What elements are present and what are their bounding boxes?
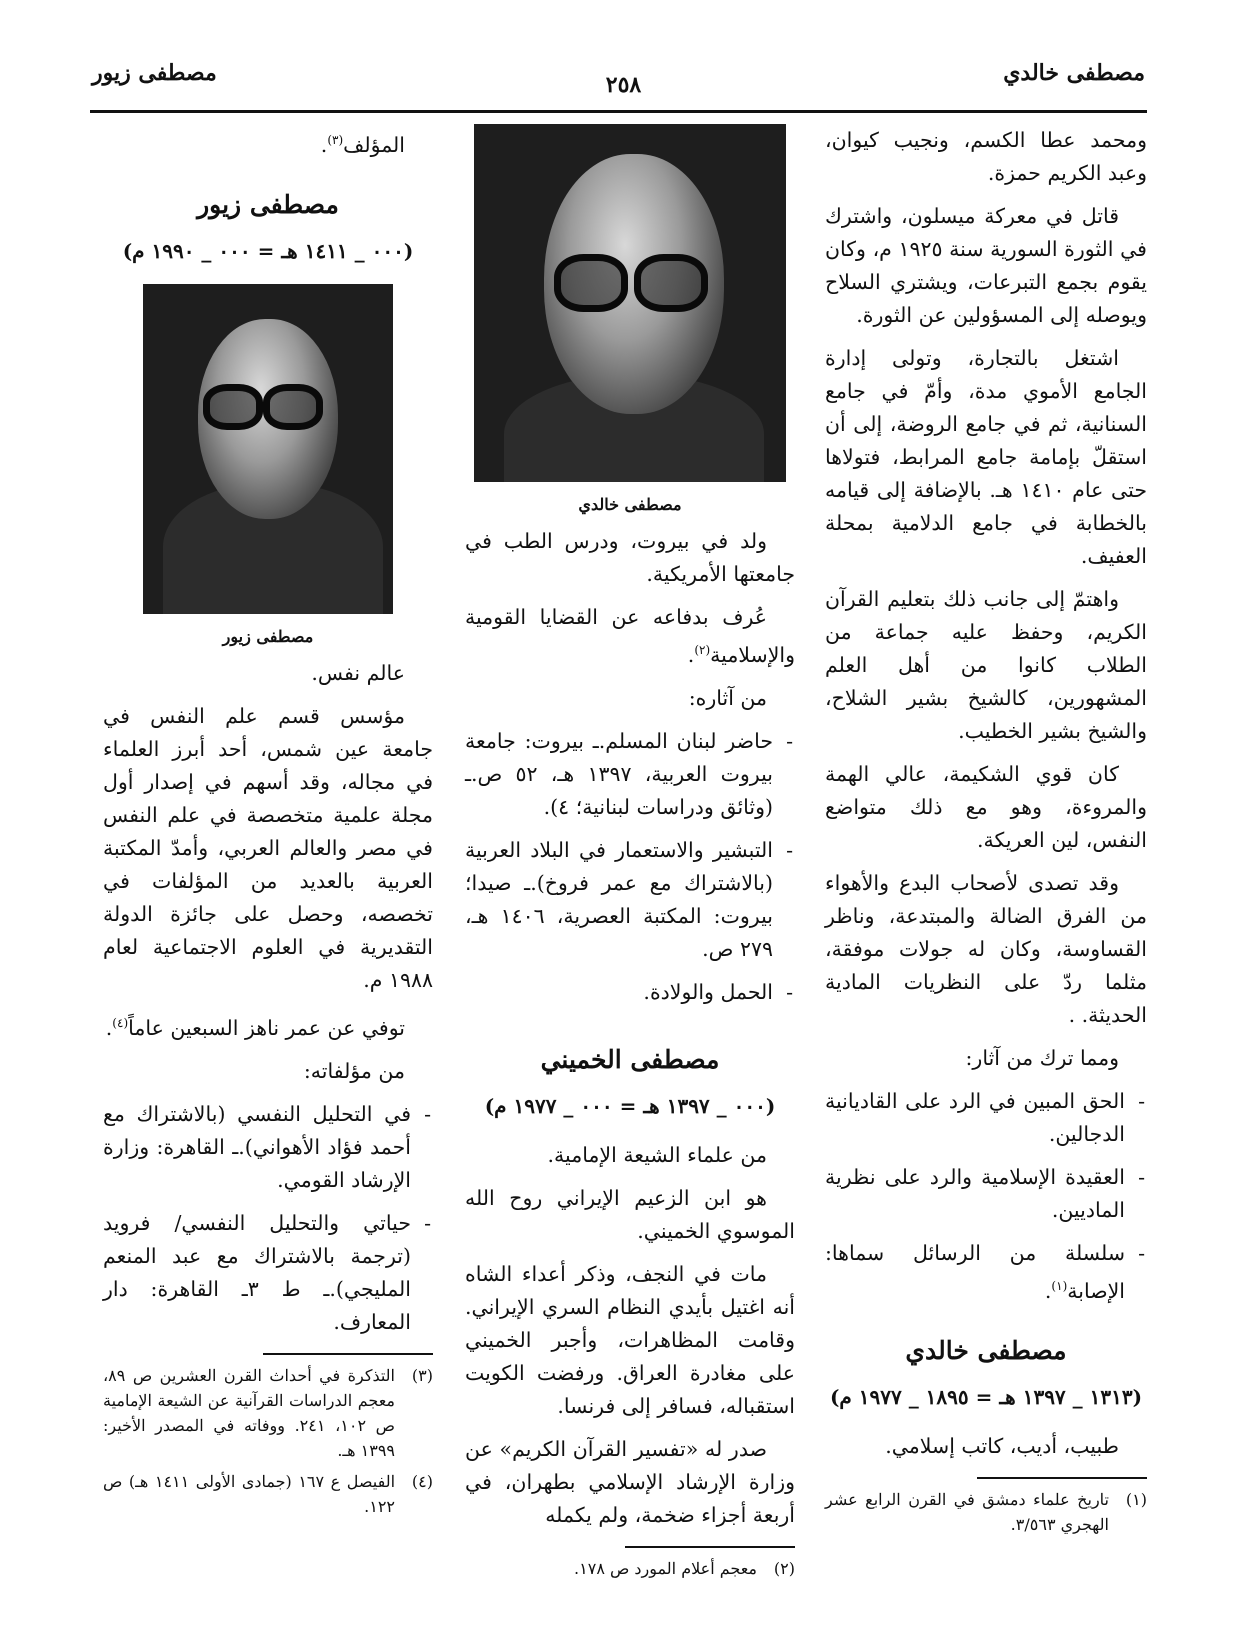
- paragraph-text: عُرف بدفاعه عن القضايا القومية والإسلامية: [465, 605, 795, 667]
- list-item: - الحق المبين في الرد على القاديانية الدجالين.: [825, 1085, 1147, 1151]
- paragraph: عالم نفس.: [311, 660, 405, 685]
- footnote-text: التذكرة في أحداث القرن العشرين ص ٨٩، معجم الدراسات القرآنية عن الشيعة الإمامية ص ١٠٢، ٢٤١. ووفاته في المصدر الأخير: ١٣٩٩ هـ.: [103, 1365, 396, 1460]
- glasses-lens: [634, 254, 708, 312]
- list-item: - حياتي والتحليل النفسي/ فرويد (ترجمة بالاشتراك مع عبد المنعم المليجي).ـ ط ٣ـ القاهرة: دار المعارف.: [103, 1207, 433, 1339]
- paragraph: من علماء الشيعة الإمامية.: [547, 1142, 767, 1167]
- paragraph-text: المؤلف: [343, 132, 405, 157]
- list-item: - التبشير والاستعمار في البلاد العربية (بالاشتراك مع عمر فروخ).ـ صيدا؛ بيروت: المكتبة العصرية، ١٤٠٦ هـ، ٢٧٩ ص.: [465, 834, 795, 966]
- footnote-number: (٢): [773, 1558, 795, 1578]
- paragraph: كان قوي الشكيمة، عالي الهمة والمروءة، وهو مع ذلك متواضع النفس، لين العريكة.: [825, 762, 1147, 852]
- glasses-lens: [203, 384, 263, 430]
- entry-title: مصطفى الخميني: [540, 1044, 720, 1074]
- list-item: - سلسلة من الرسائل سماها: الإصابة$^{(١)}$.: [825, 1237, 1147, 1308]
- footnote: [465, 1556, 795, 1581]
- paragraph: المؤلف$^{(٣)}$.: [320, 132, 405, 157]
- paragraph: واهتمّ إلى جانب ذلك بتعليم القرآن الكريم، وحفظ عليه جماعة من الطلاب كانوا من أهل العلم المشهورين، كالشيخ بشير الشلاح، والشيخ بشير الخطيب.: [825, 587, 1147, 743]
- column-right: [825, 124, 1147, 1543]
- list-item-text: سلسلة من الرسائل سماها: الإصابة: [825, 1241, 1125, 1303]
- paragraph: هو ابن الزعيم الإيراني روح الله الموسوي الخميني.: [465, 1185, 795, 1243]
- footnote-rule: [263, 1353, 433, 1355]
- list-item: - في التحليل النفسي (بالاشتراك مع أحمد فؤاد الأهواني).ـ القاهرة: وزارة الإرشاد القومي.: [103, 1098, 433, 1197]
- portrait-photo: [143, 284, 393, 614]
- paragraph: طبيب، أديب، كاتب إسلامي.: [885, 1433, 1119, 1458]
- footnote: [825, 1487, 1147, 1537]
- paragraph: قاتل في معركة ميسلون، واشترك في الثورة السورية سنة ١٩٢٥ م، وكان يقوم بجمع التبرعات، ويشتري السلاح ويوصله إلى المسؤولين عن الثورة.: [825, 204, 1147, 327]
- photo-caption: مصطفى زيور: [222, 626, 314, 646]
- entry-title: مصطفى زيور: [197, 189, 339, 219]
- works-intro: من مؤلفاته:: [303, 1058, 405, 1083]
- list-item: - الحمل والولادة.: [465, 976, 795, 1009]
- footnote-number: (٣): [411, 1365, 433, 1385]
- paragraph: توفي عن عمر ناهز السبعين عاماً$^{(٤)}$.: [105, 1015, 405, 1040]
- footnote-ref: (١): [1051, 1279, 1068, 1293]
- footnote-text: معجم أعلام المورد ص ١٧٨.: [574, 1558, 757, 1578]
- paragraph: ولد في بيروت، ودرس الطب في جامعتها الأمريكية.: [465, 529, 795, 586]
- running-header-left: مصطفى زيور: [92, 60, 217, 86]
- footnote: [103, 1363, 433, 1463]
- column-middle: [465, 124, 795, 1587]
- paragraph: وقد تصدى لأصحاب البدع والأهواء من الفرق الضالة والمبتدعة، وناظر القساوسة، وكان له جولات موفقة، مثلما ردّ على النظريات المادية الحديثة. .: [825, 871, 1147, 1027]
- entry-title: مصطفى خالدي: [905, 1335, 1067, 1365]
- footnote-ref: (٤): [112, 1015, 129, 1030]
- page-number: ٢٥٨: [605, 72, 642, 98]
- entry-dates: (١٣١٣ _ ١٣٩٧ هـ = ١٨٩٥ _ ١٩٧٧ م): [829, 1384, 1143, 1409]
- entry-dates: (٠٠٠ _ ١٣٩٧ هـ = ٠٠٠ _ ١٩٧٧ م): [484, 1093, 776, 1118]
- running-header-right: مصطفى خالدي: [1003, 60, 1145, 86]
- paragraph: مات في النجف، وذكر أعداء الشاه أنه اغتيل بأيدي النظام السري الإيراني. وقامت المظاهرات، وأجبر الخميني على مغادرة العراق. ورفضت الكويت استقباله، فسافر إلى فرنسا.: [465, 1261, 795, 1418]
- footnote-number: (١): [1125, 1489, 1147, 1509]
- footnote-ref: (٢): [694, 643, 711, 657]
- paragraph: صدر له «تفسير القرآن الكريم» عن وزارة الإرشاد الإسلامي بطهران، في أربعة أجزاء ضخمة، ولم يكمله: [465, 1436, 795, 1527]
- photo-caption: مصطفى خالدي: [578, 495, 682, 514]
- list-item: - حاضر لبنان المسلم.ـ بيروت: جامعة بيروت العربية، ١٣٩٧ هـ، ٥٢ ص.ـ (وثائق ودراسات لبنانية؛ ٤).: [465, 725, 795, 824]
- paragraph-text: توفي عن عمر ناهز السبعين عاماً: [128, 1015, 405, 1040]
- glasses-lens: [554, 254, 628, 312]
- footnote-text: الفيصل ع ١٦٧ (جمادى الأولى ١٤١١ هـ) ص ١٢٢.: [103, 1471, 396, 1516]
- list-item: - العقيدة الإسلامية والرد على نظرية الماديين.: [825, 1161, 1147, 1227]
- portrait-photo: [474, 124, 786, 482]
- column-left: [103, 124, 433, 1525]
- footnote-number: (٤): [411, 1471, 433, 1491]
- paragraph: مؤسس قسم علم النفس في جامعة عين شمس، أحد أبرز العلماء في مجاله، وقد أسهم في إصدار أول مجلة علمية متخصصة في علم النفس في مصر والعالم العربي، وأمدّ المكتبة العربية بالعديد من المؤلفات في تخصصه، وحصل على جائزة الدولة التقديرية في العلوم الاجتماعية لعام ١٩٨٨ م.: [103, 703, 433, 992]
- footnote-rule: [977, 1477, 1147, 1479]
- footnote-rule: [625, 1546, 795, 1548]
- glasses-lens: [263, 384, 323, 430]
- paragraph: ومحمد عطا الكسم، ونجيب كيوان، وعبد الكريم حمزة.: [825, 128, 1147, 185]
- entry-dates: (٠٠٠ _ ١٤١١ هـ = ٠٠٠ _ ١٩٩٠ م): [122, 238, 414, 263]
- header-rule: [90, 110, 1147, 113]
- paragraph: اشتغل بالتجارة، وتولى إدارة الجامع الأموي مدة، وأمّ في جامع السنانية، ثم في جامع الروضة، إلى أن استقلّ بإمامة جامع المرابط، فتولاها حتى عام ١٤١٠ هـ. بالإضافة إلى قيامه بالخطابة في جامع الدلامية بمحلة العفيف.: [825, 346, 1147, 568]
- footnote-ref: (٣): [327, 133, 344, 147]
- footnote: [103, 1469, 433, 1519]
- footnote-text: تاريخ علماء دمشق في القرن الرابع عشر الهجري ٣/٥٦٣.: [825, 1489, 1109, 1534]
- works-intro: من آثاره:: [688, 685, 767, 710]
- paragraph: عُرف بدفاعه عن القضايا القومية والإسلامية$^{(٢)}$.: [465, 605, 795, 667]
- works-intro: ومما ترك من آثار:: [965, 1046, 1119, 1070]
